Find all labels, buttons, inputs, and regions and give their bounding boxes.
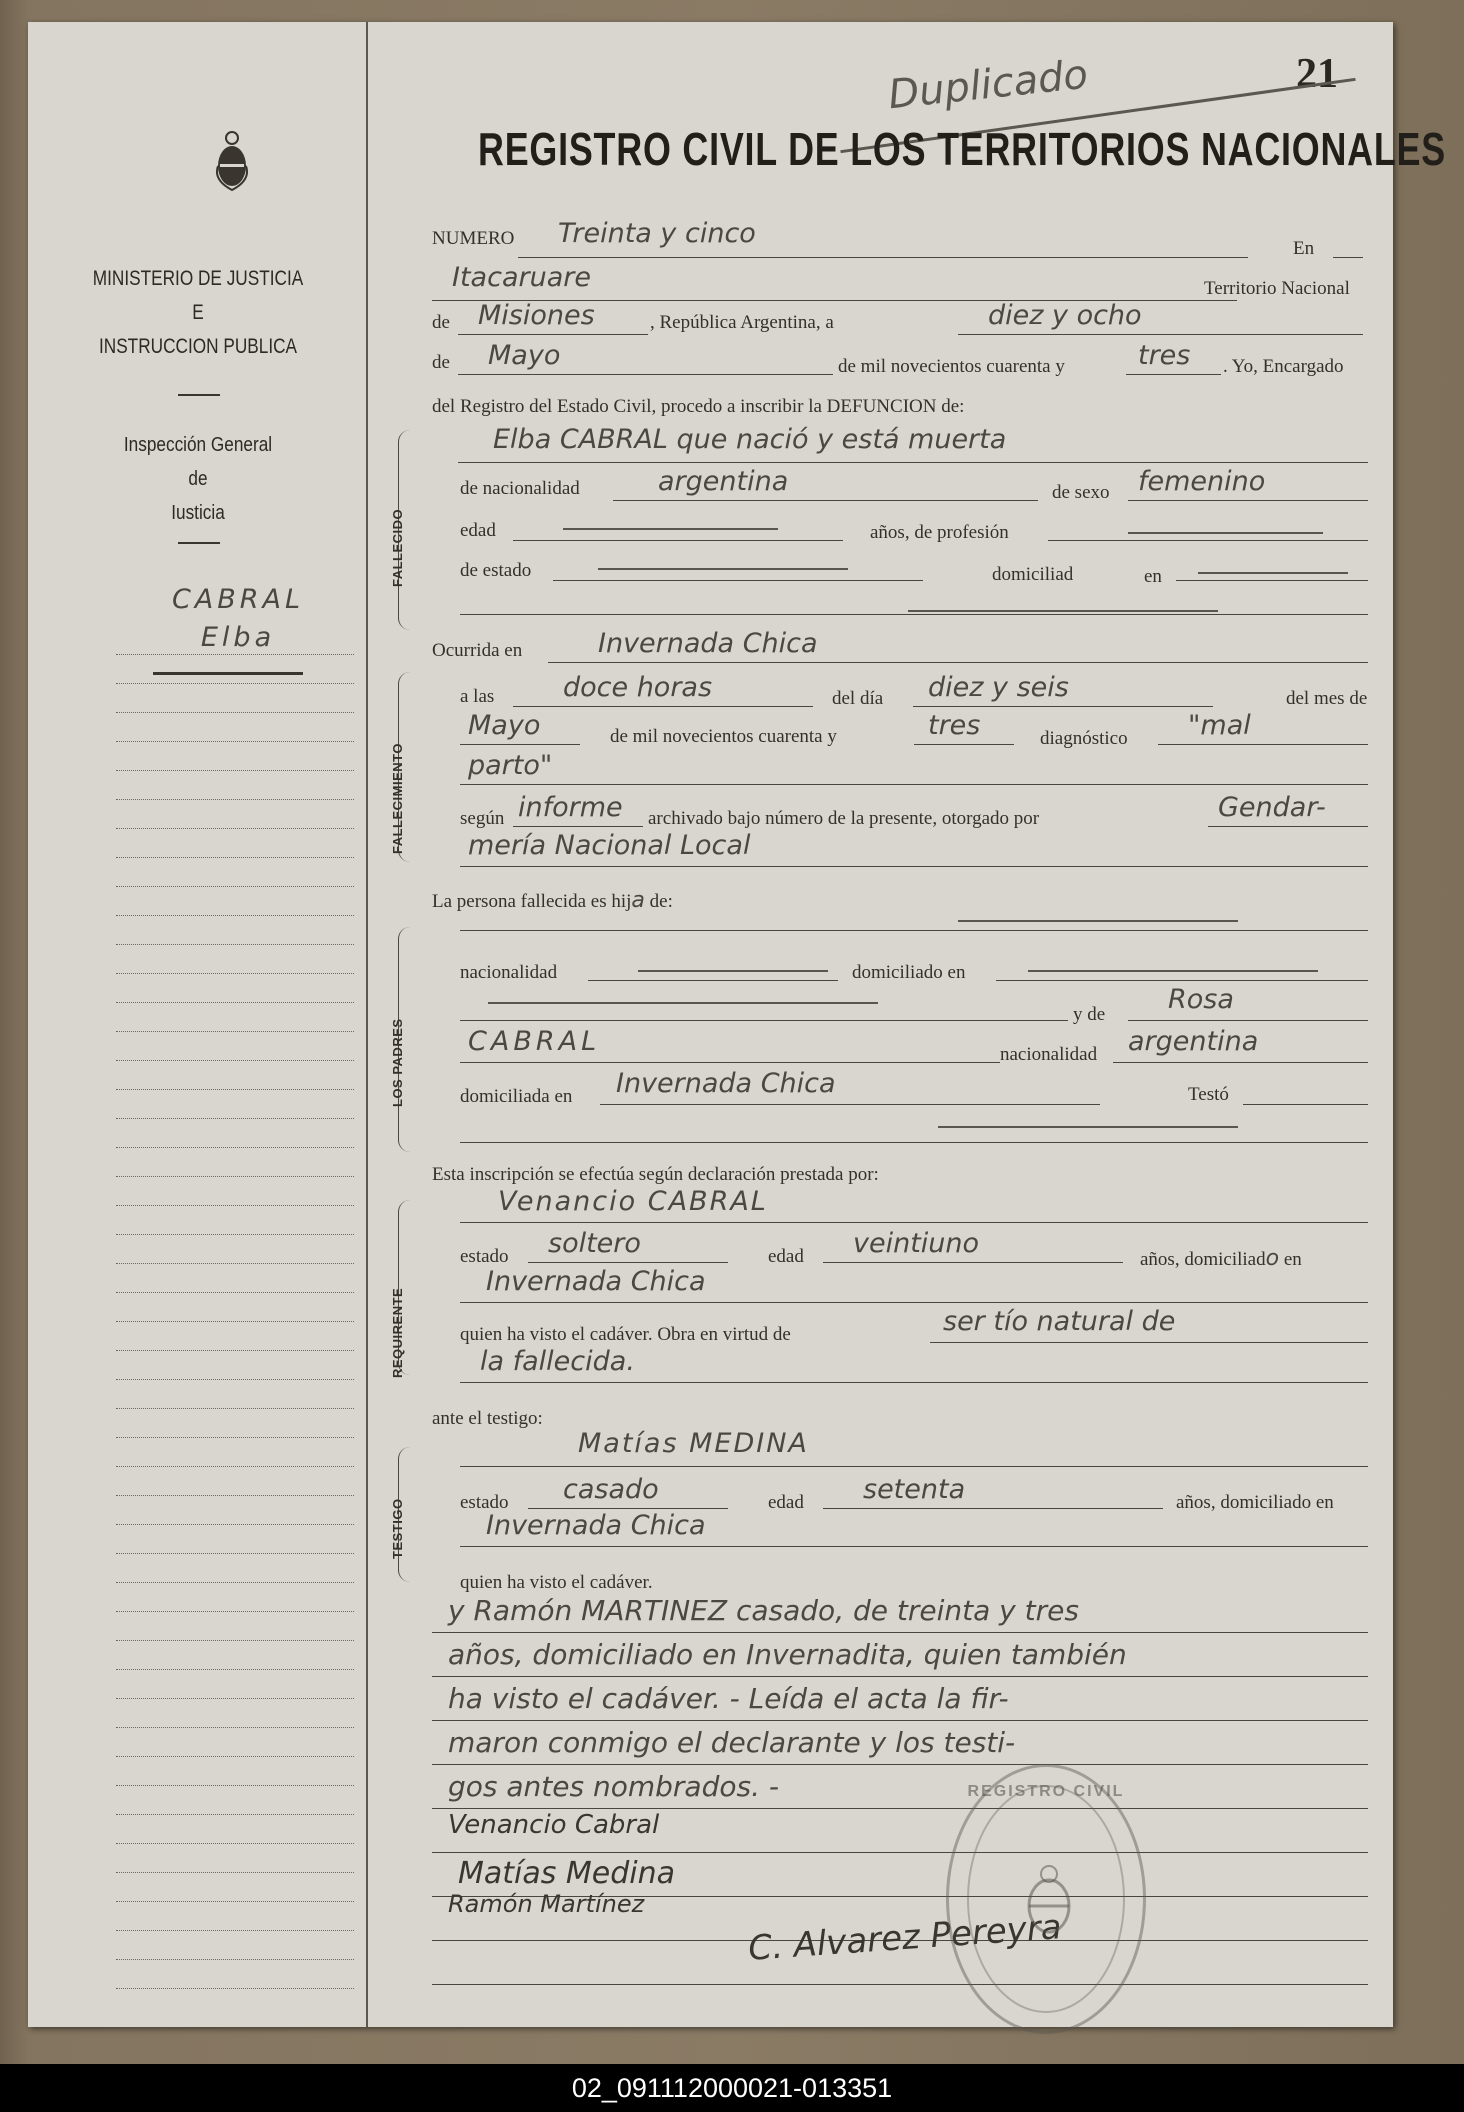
signature-testigo-2: Ramón Martínez — [448, 1890, 645, 1918]
label-de-sexo: de sexo — [1052, 482, 1110, 503]
margin-ruled-line — [116, 973, 354, 974]
field-requirente-domicilio: Invernada Chica — [486, 1266, 706, 1297]
margin-ruled-line — [116, 1379, 354, 1380]
label-archivado: archivado bajo número de la presente, otorgado por — [648, 808, 1040, 829]
field-sexo: femenino — [1138, 466, 1266, 497]
death-certificate-page — [28, 22, 1446, 2027]
document-title: REGISTRO CIVIL DE LOS TERRITORIOS NACIONALES — [478, 123, 1446, 175]
field-diagnostico-cont: parto" — [468, 750, 553, 781]
certificate-form — [368, 22, 1446, 2027]
note-line-5: gos antes nombrados. - — [448, 1770, 779, 1803]
image-id-footer: 02_091112000021-013351 — [0, 2064, 1464, 2112]
label-del-registro: del Registro del Estado Civil, procedo a inscribir la DEFUNCION de: — [432, 396, 965, 417]
field-numero: Treinta y cinco — [558, 218, 756, 249]
label-esta-inscripcion: Esta inscripción se efectúa según declaración prestada por: — [432, 1164, 879, 1185]
inspection-line-3: Iusticia — [171, 502, 225, 524]
field-ano-fallec: tres — [928, 710, 981, 741]
label-republica: , República Argentina, a — [650, 312, 834, 333]
label-anos-profesion: años, de profesión — [870, 522, 1009, 543]
field-nacionalidad: argentina — [658, 466, 789, 497]
label-anos-domiciliado-en: años, domiciliado en — [1176, 1492, 1334, 1513]
label-persona-hija: La persona fallecida es hija de: — [432, 888, 673, 913]
label-a-las: a las — [460, 686, 495, 707]
label-estado: estado — [460, 1246, 509, 1267]
margin-ruled-line — [116, 1698, 354, 1699]
margin-ruled-line — [116, 886, 354, 887]
official-seal-stamp — [946, 1764, 1146, 2034]
margin-ruled-line — [116, 944, 354, 945]
label-en-lower: en — [1144, 566, 1162, 587]
label-segun: según — [460, 808, 505, 829]
label-edad-testigo: edad — [768, 1492, 804, 1513]
field-fallecido-nombre: Elba CABRAL que nació y está muerta — [493, 424, 1007, 455]
margin-ruled-line — [116, 1930, 354, 1931]
section-fallecimiento: FALLECIMIENTO — [390, 743, 405, 854]
field-ano: tres — [1138, 340, 1191, 371]
margin-ruled-line — [116, 1176, 354, 1177]
margin-ruled-line — [116, 1582, 354, 1583]
field-madre-domicilio: Invernada Chica — [616, 1068, 836, 1099]
field-madre-nombre: Rosa — [1168, 984, 1234, 1015]
label-nacionalidad: nacionalidad — [460, 962, 558, 983]
margin-ruled-line — [116, 1350, 354, 1351]
margin-ruled-line — [116, 1669, 354, 1670]
margin-ruled-line — [116, 1263, 354, 1264]
margin-ruled-line — [116, 857, 354, 858]
label-domiciliad: domiciliad — [992, 564, 1074, 585]
label-estado-testigo: estado — [460, 1492, 509, 1513]
margin-ruled-line — [116, 1466, 354, 1467]
field-testigo-domicilio: Invernada Chica — [486, 1510, 706, 1541]
argentine-coat-of-arms-icon — [213, 130, 251, 192]
label-del-mes-de: del mes de — [1286, 688, 1368, 709]
margin-ruled-line — [116, 1031, 354, 1032]
margin-ruled-line — [116, 1901, 354, 1902]
label-domiciliada-en: domiciliada en — [460, 1086, 573, 1107]
label-ocurrida-en: Ocurrida en — [432, 640, 523, 661]
margin-ruled-line — [116, 654, 354, 655]
margin-ruled-line — [116, 1640, 354, 1641]
margin-ruled-line — [116, 1321, 354, 1322]
margin-ruled-line — [116, 1495, 354, 1496]
ministry-line-3: INSTRUCCION PUBLICA — [98, 335, 298, 358]
label-numero: NUMERO — [432, 228, 515, 249]
label-ante-testigo: ante el testigo: — [432, 1408, 543, 1429]
field-otorgado-por-cont: mería Nacional Local — [468, 830, 751, 861]
field-mes-fallec: Mayo — [468, 710, 541, 741]
divider — [178, 542, 220, 544]
label-en: En — [1293, 238, 1315, 259]
margin-ruled-line — [116, 1205, 354, 1206]
margin-ruled-line — [116, 1843, 354, 1844]
name-underline — [153, 672, 303, 675]
field-requirente-edad: veintiuno — [853, 1228, 980, 1259]
label-edad-requirente: edad — [768, 1246, 804, 1267]
label-quien-ha-visto: quien ha visto el cadáver. — [460, 1572, 653, 1593]
margin-ruled-line — [116, 1872, 354, 1873]
field-testigo-edad: setenta — [863, 1474, 966, 1505]
inspection-heading — [52, 428, 344, 530]
margin-given-name: Elba — [200, 622, 276, 653]
signature-testigo-1: Matías Medina — [458, 1856, 676, 1891]
label-de: de — [432, 312, 450, 333]
margin-ruled-line — [116, 1234, 354, 1235]
margin-ruled-line — [116, 799, 354, 800]
label-y-de: y de — [1073, 1004, 1106, 1025]
field-testigo-estado: casado — [563, 1474, 659, 1505]
label-domiciliado-en: domiciliado en — [852, 962, 966, 983]
field-mes: Mayo — [488, 340, 561, 371]
inspection-line-2: de — [188, 468, 208, 490]
label-diagnostico: diagnóstico — [1040, 728, 1128, 749]
label-yo-encargado: . Yo, Encargado — [1223, 356, 1344, 377]
margin-ruled-line — [116, 1089, 354, 1090]
margin-ruled-line — [116, 1611, 354, 1612]
margin-ruled-line — [116, 1002, 354, 1003]
field-requirente-obra: ser tío natural de — [943, 1306, 1176, 1337]
field-territorio: Misiones — [478, 300, 595, 331]
margin-ruled-line — [116, 1756, 354, 1757]
margin-ruled-line — [116, 915, 354, 916]
inspection-line-1: Inspección General — [123, 434, 273, 456]
field-hora: doce horas — [563, 672, 713, 703]
label-de-nacionalidad: de nacionalidad — [460, 478, 580, 499]
section-fallecido: FALLECIDO — [390, 508, 405, 587]
margin-ruled-line — [116, 741, 354, 742]
note-line-1: y Ramón MARTINEZ casado, de treinta y tres — [448, 1594, 1079, 1627]
field-madre-apellido: CABRAL — [468, 1026, 601, 1057]
label-edad: edad — [460, 520, 496, 541]
field-madre-nacionalidad: argentina — [1128, 1026, 1259, 1057]
margin-ruled-line — [116, 1553, 354, 1554]
margin-ruled-line — [116, 1118, 354, 1119]
divider — [178, 394, 220, 396]
field-requirente-estado: soltero — [548, 1228, 641, 1259]
section-requirente: REQUIRENTE — [390, 1287, 405, 1378]
page-number: 21 — [1296, 51, 1338, 97]
left-margin-column — [28, 22, 368, 2027]
margin-ruled-line — [116, 1814, 354, 1815]
field-dia: diez y ocho — [988, 300, 1142, 331]
label-de-2: de — [432, 352, 450, 373]
label-territorio: Territorio Nacional — [1204, 278, 1350, 299]
field-otorgado-por: Gendar- — [1218, 792, 1326, 823]
ministry-line-2: E — [192, 301, 204, 324]
field-diagnostico: "mal — [1188, 710, 1251, 741]
margin-ruled-line — [116, 1437, 354, 1438]
ministry-line-1: MINISTERIO DE JUSTICIA — [92, 267, 304, 290]
margin-ruled-line — [116, 1988, 354, 1989]
field-segun: informe — [518, 792, 623, 823]
margin-ruled-line — [116, 1292, 354, 1293]
section-los-padres: LOS PADRES — [390, 1018, 405, 1107]
margin-ruled-line — [116, 1147, 354, 1148]
label-anos-domiciliad: años, domiciliado en — [1140, 1246, 1302, 1271]
section-testigo: TESTIGO — [390, 1498, 405, 1559]
note-line-3: ha visto el cadáver. - Leída el acta la fir- — [448, 1682, 1009, 1715]
seal-text: REGISTRO CIVIL — [967, 1783, 1125, 1800]
field-localidad: Itacaruare — [452, 262, 591, 293]
seal-coat-of-arms-icon — [1019, 1862, 1079, 1942]
note-line-4: maron conmigo el declarante y los testi- — [448, 1726, 1016, 1759]
label-quien-ha-visto-obra: quien ha visto el cadáver. Obra en virtud de — [460, 1324, 791, 1345]
margin-ruled-line — [116, 1727, 354, 1728]
signature-encargado: C. Alvarez Pereyra — [746, 1907, 1063, 1969]
label-madre-nacionalidad: nacionalidad — [1000, 1044, 1098, 1065]
crossed-annotation: Duplicado — [886, 51, 1090, 119]
margin-ruled-line — [116, 1408, 354, 1409]
margin-ruled-line — [116, 1785, 354, 1786]
margin-surname: CABRAL — [171, 584, 305, 615]
label-de-mil-2: de mil novecientos cuarenta y — [610, 726, 837, 747]
field-dia-fallec: diez y seis — [928, 672, 1069, 703]
margin-ruled-line — [116, 1060, 354, 1061]
note-line-2: años, domiciliado en Invernadita, quien también — [448, 1638, 1127, 1671]
field-testigo-nombre: Matías MEDINA — [578, 1428, 809, 1459]
margin-ruled-line — [116, 712, 354, 713]
margin-ruled-line — [116, 683, 354, 684]
label-testo: Testó — [1188, 1084, 1229, 1105]
margin-ruled-line — [116, 770, 354, 771]
label-de-estado: de estado — [460, 560, 532, 581]
margin-ruled-line — [116, 1959, 354, 1960]
signature-declarante: Venancio Cabral — [448, 1810, 660, 1840]
label-del-dia: del día — [832, 688, 884, 709]
field-requirente-nombre: Venancio CABRAL — [498, 1186, 768, 1217]
margin-ruled-line — [116, 1524, 354, 1525]
label-de-mil: de mil novecientos cuarenta y — [838, 356, 1065, 377]
field-ocurrida-en: Invernada Chica — [598, 628, 818, 659]
ministry-heading — [59, 262, 338, 364]
field-requirente-obra-cont: la fallecida. — [480, 1346, 635, 1377]
margin-ruled-line — [116, 828, 354, 829]
